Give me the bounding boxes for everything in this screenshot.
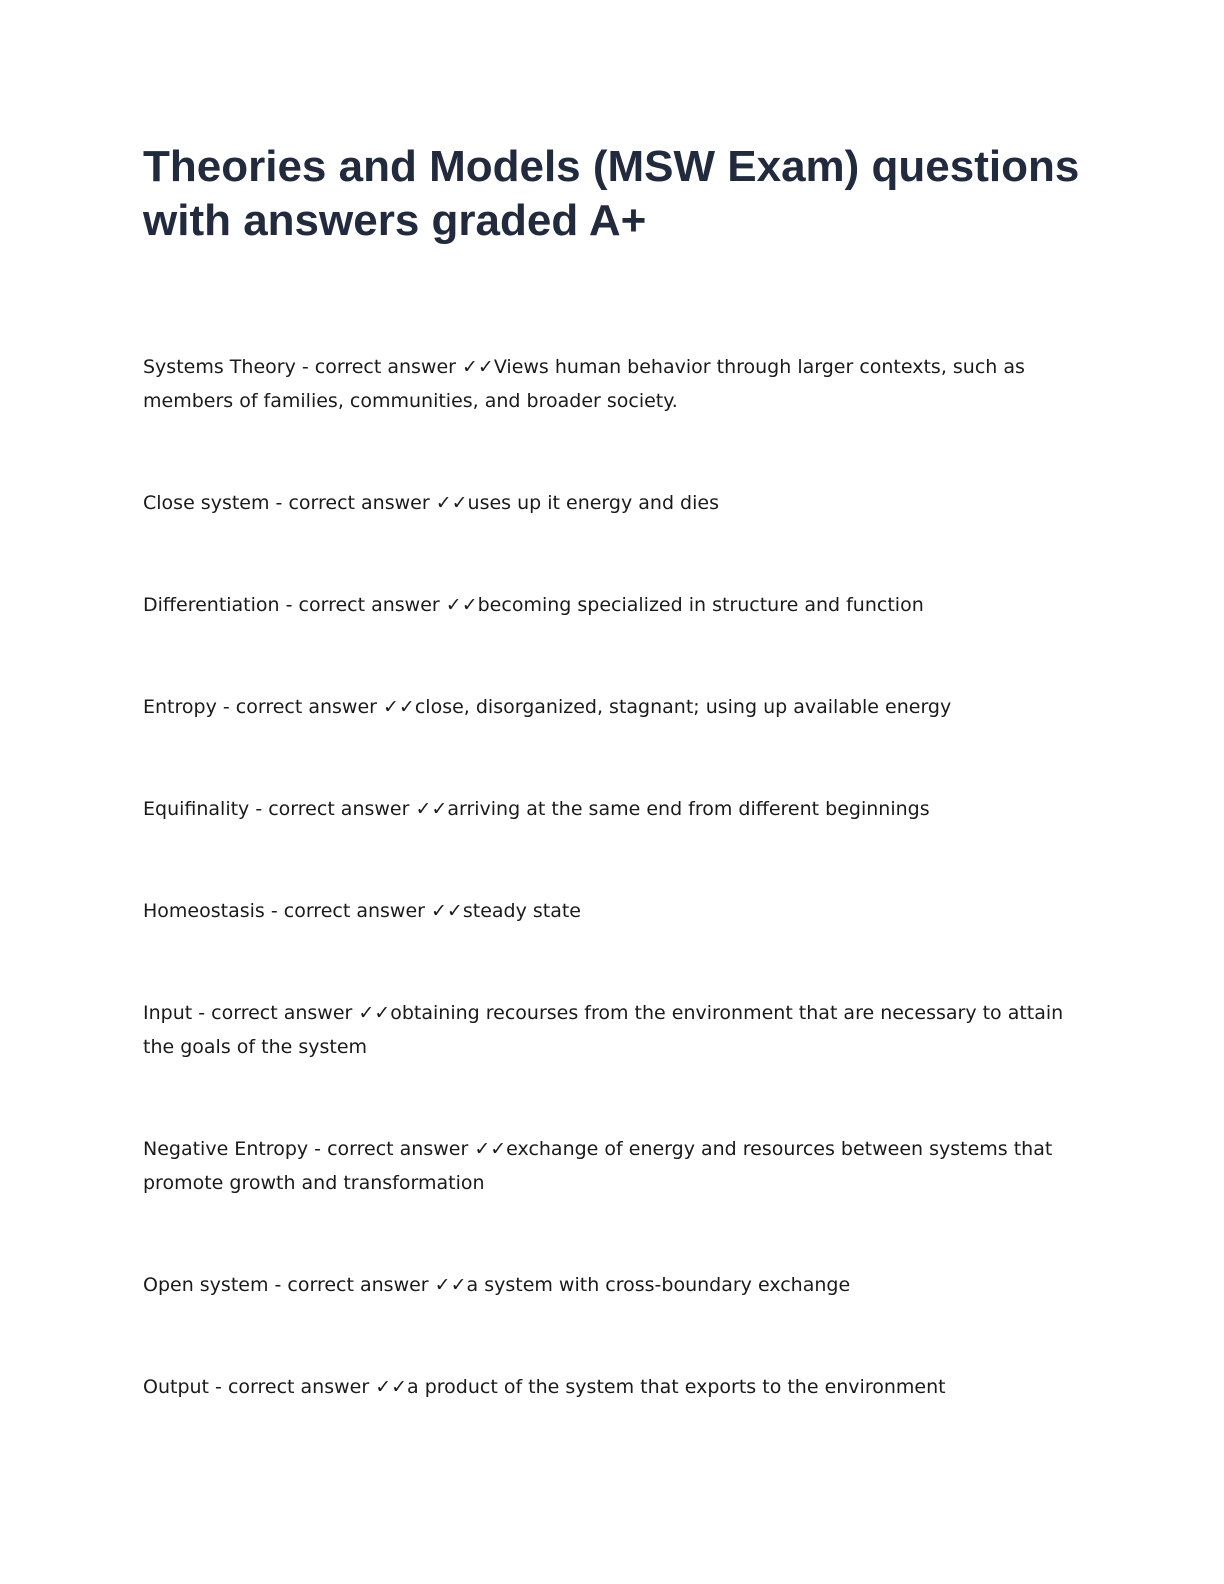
entry-answer: a product of the system that exports to the environment <box>407 1376 946 1398</box>
entry-term: Output <box>143 1376 209 1398</box>
double-check-icon: ✓✓ <box>383 696 415 718</box>
answer-marker: correct answer <box>287 1274 429 1296</box>
entry-answer: a system with cross-boundary exchange <box>466 1274 851 1296</box>
entry-term: Negative Entropy <box>143 1138 309 1160</box>
entry-term: Differentiation <box>143 594 280 616</box>
entry-term: Equifinality <box>143 798 250 820</box>
list-item: Equifinality - correct answer ✓✓arriving at the same end from different beginnings <box>143 798 930 820</box>
entry-term: Entropy <box>143 696 217 718</box>
entry-term: Systems Theory <box>143 356 296 378</box>
double-check-icon: ✓✓ <box>462 356 494 378</box>
entry-answer: steady state <box>462 900 581 922</box>
double-check-icon: ✓✓ <box>358 1002 391 1024</box>
double-check-icon: ✓✓ <box>445 594 478 616</box>
entry-term: Close system <box>143 492 270 514</box>
answer-marker: correct answer <box>283 900 425 922</box>
answer-marker: correct answer <box>298 594 440 616</box>
entry-list <box>143 350 1078 1472</box>
double-check-icon: ✓✓ <box>435 492 468 514</box>
list-item: Open system - correct answer ✓✓a system with cross-boundary exchange <box>143 1274 851 1296</box>
list-item: Systems Theory - correct answer ✓✓Views human behavior through larger contexts, such as members of families, communities, and broader society. <box>143 356 1025 412</box>
entry-term: Input <box>143 1002 193 1024</box>
list-item: Differentiation - correct answer ✓✓becoming specialized in structure and function <box>143 594 924 616</box>
list-item: Negative Entropy - correct answer ✓✓exchange of energy and resources between systems that promote growth and transformation <box>143 1138 1053 1194</box>
answer-marker: correct answer <box>314 356 456 378</box>
entry-answer: uses up it energy and dies <box>467 492 719 514</box>
list-item: Close system - correct answer ✓✓uses up it energy and dies <box>143 492 719 514</box>
entry-answer: exchange of energy and resources between systems that promote growth and transformation <box>143 1138 1053 1194</box>
answer-marker: correct answer <box>327 1138 469 1160</box>
entry-answer: Views human behavior through larger contexts, such as members of families, communities, and broader society. <box>143 356 1025 412</box>
entry-answer: obtaining recourses from the environment that are necessary to attain the goals of the system <box>143 1002 1064 1058</box>
list-item: Entropy - correct answer ✓✓close, disorganized, stagnant; using up available energy <box>143 696 952 718</box>
double-check-icon: ✓✓ <box>474 1138 507 1160</box>
entry-answer: close, disorganized, stagnant; using up available energy <box>414 696 952 718</box>
entry-answer: arriving at the same end from different beginnings <box>447 798 930 820</box>
document-title: Theories and Models (MSW Exam) questions with answers graded A+ <box>143 142 1080 245</box>
entry-term: Open system <box>143 1274 269 1296</box>
list-item: Input - correct answer ✓✓obtaining recourses from the environment that are necessary to attain the goals of the system <box>143 1002 1064 1058</box>
double-check-icon: ✓✓ <box>434 1274 467 1296</box>
answer-marker: correct answer <box>288 492 430 514</box>
list-item: Homeostasis - correct answer ✓✓steady state <box>143 900 581 922</box>
entry-term: Homeostasis <box>143 900 265 922</box>
entry-answer: becoming specialized in structure and function <box>477 594 924 616</box>
double-check-icon: ✓✓ <box>375 1376 408 1398</box>
answer-marker: correct answer <box>227 1376 370 1398</box>
double-check-icon: ✓✓ <box>431 900 463 922</box>
list-item: Output - correct answer ✓✓a product of the system that exports to the environment <box>143 1376 946 1398</box>
answer-marker: correct answer <box>268 798 410 820</box>
double-check-icon: ✓✓ <box>415 798 448 820</box>
answer-marker: correct answer <box>235 696 377 718</box>
answer-marker: correct answer <box>211 1002 353 1024</box>
